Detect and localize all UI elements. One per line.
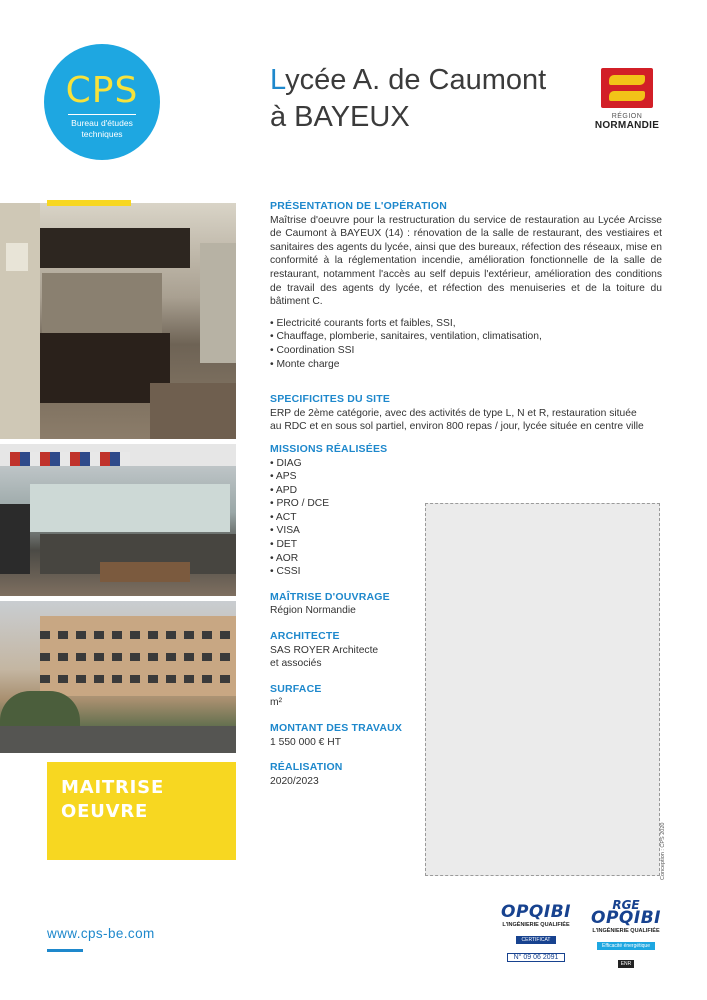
rge-label: RGE [612,898,640,912]
realisation-heading: RÉALISATION [270,761,343,774]
presentation-bullets [270,317,662,371]
photo-restaurant-counter [0,203,236,439]
opqibi-logo-text: OPQIBI [501,902,571,922]
section-specificites [270,393,662,434]
cps-logo-subtitle [54,118,150,140]
opqibi-number-value: 09 06 2091 [523,954,559,961]
missions-heading: MISSIONS RÉALISÉES [270,442,388,455]
specificites-text: ERP de 2ème catégorie, avec des activités de type L, N et R, restauration située au RDC et en sous sol partiel, environ 800 repas / jour, lycée située en centre ville [270,407,644,433]
maitrise-line2: OEUVRE [61,801,149,822]
rge-efficacite: Efficacité énergétique [597,942,655,950]
rge-enr-tag: ENR [618,960,635,968]
region-label-small: RÉGION [611,113,643,120]
maitrise-ouvrage-heading: MAÎTRISE D'OUVRAGE [270,590,390,603]
surface-heading: SURFACE [270,682,322,695]
opqibi-number [507,953,566,962]
architecte-line2: et associés [270,658,322,670]
montant-heading: MONTANT DES TRAVAUX [270,722,403,734]
montant-text: 1 550 000 € HT [270,736,341,748]
title-first-letter: L [270,64,286,96]
list-item: • Monte charge [270,358,340,370]
maitrise-ouvrage-text: Région Normandie [270,605,356,617]
list-item: • Coordination SSI [270,344,355,356]
cps-logo [44,44,160,160]
url-underline [47,949,83,952]
logo-subtitle-line1: Bureau d'études [71,118,133,128]
list-item: • APS [270,471,297,483]
logo-divider [68,114,136,115]
list-item: • DIAG [270,457,302,469]
list-item: • AOR [270,552,299,564]
maitrise-oeuvre-box [47,762,236,860]
photo-building-exterior [0,601,236,753]
yellow-accent-tab [47,200,131,206]
cps-logo-text: CPS [65,70,139,111]
credit-text: Conception : CPS 2020 [660,822,666,880]
maitrise-line1: MAITRISE [61,777,165,798]
rge-opqibi-logo [588,898,664,970]
realisation-text: 2020/2023 [270,775,319,787]
architecte-line1: SAS ROYER Architecte [270,644,379,656]
normandy-flag-icon [601,68,653,108]
presentation-heading: PRÉSENTATION DE L'OPÉRATION [270,200,448,212]
surface-text: m² [270,697,283,709]
rge-sub: L'INGÉNIERIE QUALIFIÉE [592,928,660,934]
rge-opqibi-text: OPQIBI [591,908,661,928]
title-line2: à BAYEUX [270,101,410,133]
presentation-text: Maîtrise d'oeuvre pour la restructuration du service de restauration au Lycée Arcisse de Caumont à BAYEUX (14) : rénovation de la salle de restaurant, des vestiaires et sanitaires des agents du lycée, ainsi que des bureaux, réfection des réseaux, mise en conformité à la réglementation incendie, amélioration fonctionnelle de la salle de restaurant, notamment l'accès au self depuis l'extérieur, amélioration des conditions de travail des agents dy lycée, et réfection des menuiseries et de la toiture du bâtiment C. [270,214,662,308]
page-title [270,62,546,136]
region-normandie-logo [588,68,666,131]
logo-subtitle-line2: techniques [81,129,123,139]
section-presentation [270,200,662,371]
list-item: • VISA [270,525,300,537]
opqibi-logo [498,902,574,964]
opqibi-sub: L'INGÉNIERIE QUALIFIÉE [502,922,570,928]
list-item: • ACT [270,511,297,523]
list-item: • CSSI [270,566,301,578]
title-line1: ycée A. de Caumont [285,64,547,96]
opqibi-cert: CERTIFICAT [516,936,557,944]
opqibi-number-prefix: N° [513,954,522,961]
photo-dining-hall [0,444,236,596]
architecte-heading: ARCHITECTE [270,630,340,643]
list-item: • Chauffage, plomberie, sanitaires, ventilation, climatisation, [270,331,542,343]
list-item: • APD [270,484,298,496]
image-placeholder [425,503,660,876]
website-link[interactable]: www.cps-be.com [47,926,155,941]
list-item: • Electricité courants forts et faibles, SSI, [270,317,456,329]
specificites-heading: SPECIFICITES DU SITE [270,393,391,406]
list-item: • PRO / DCE [270,498,330,510]
list-item: • DET [270,539,298,551]
region-label-big: NORMANDIE [594,120,660,131]
